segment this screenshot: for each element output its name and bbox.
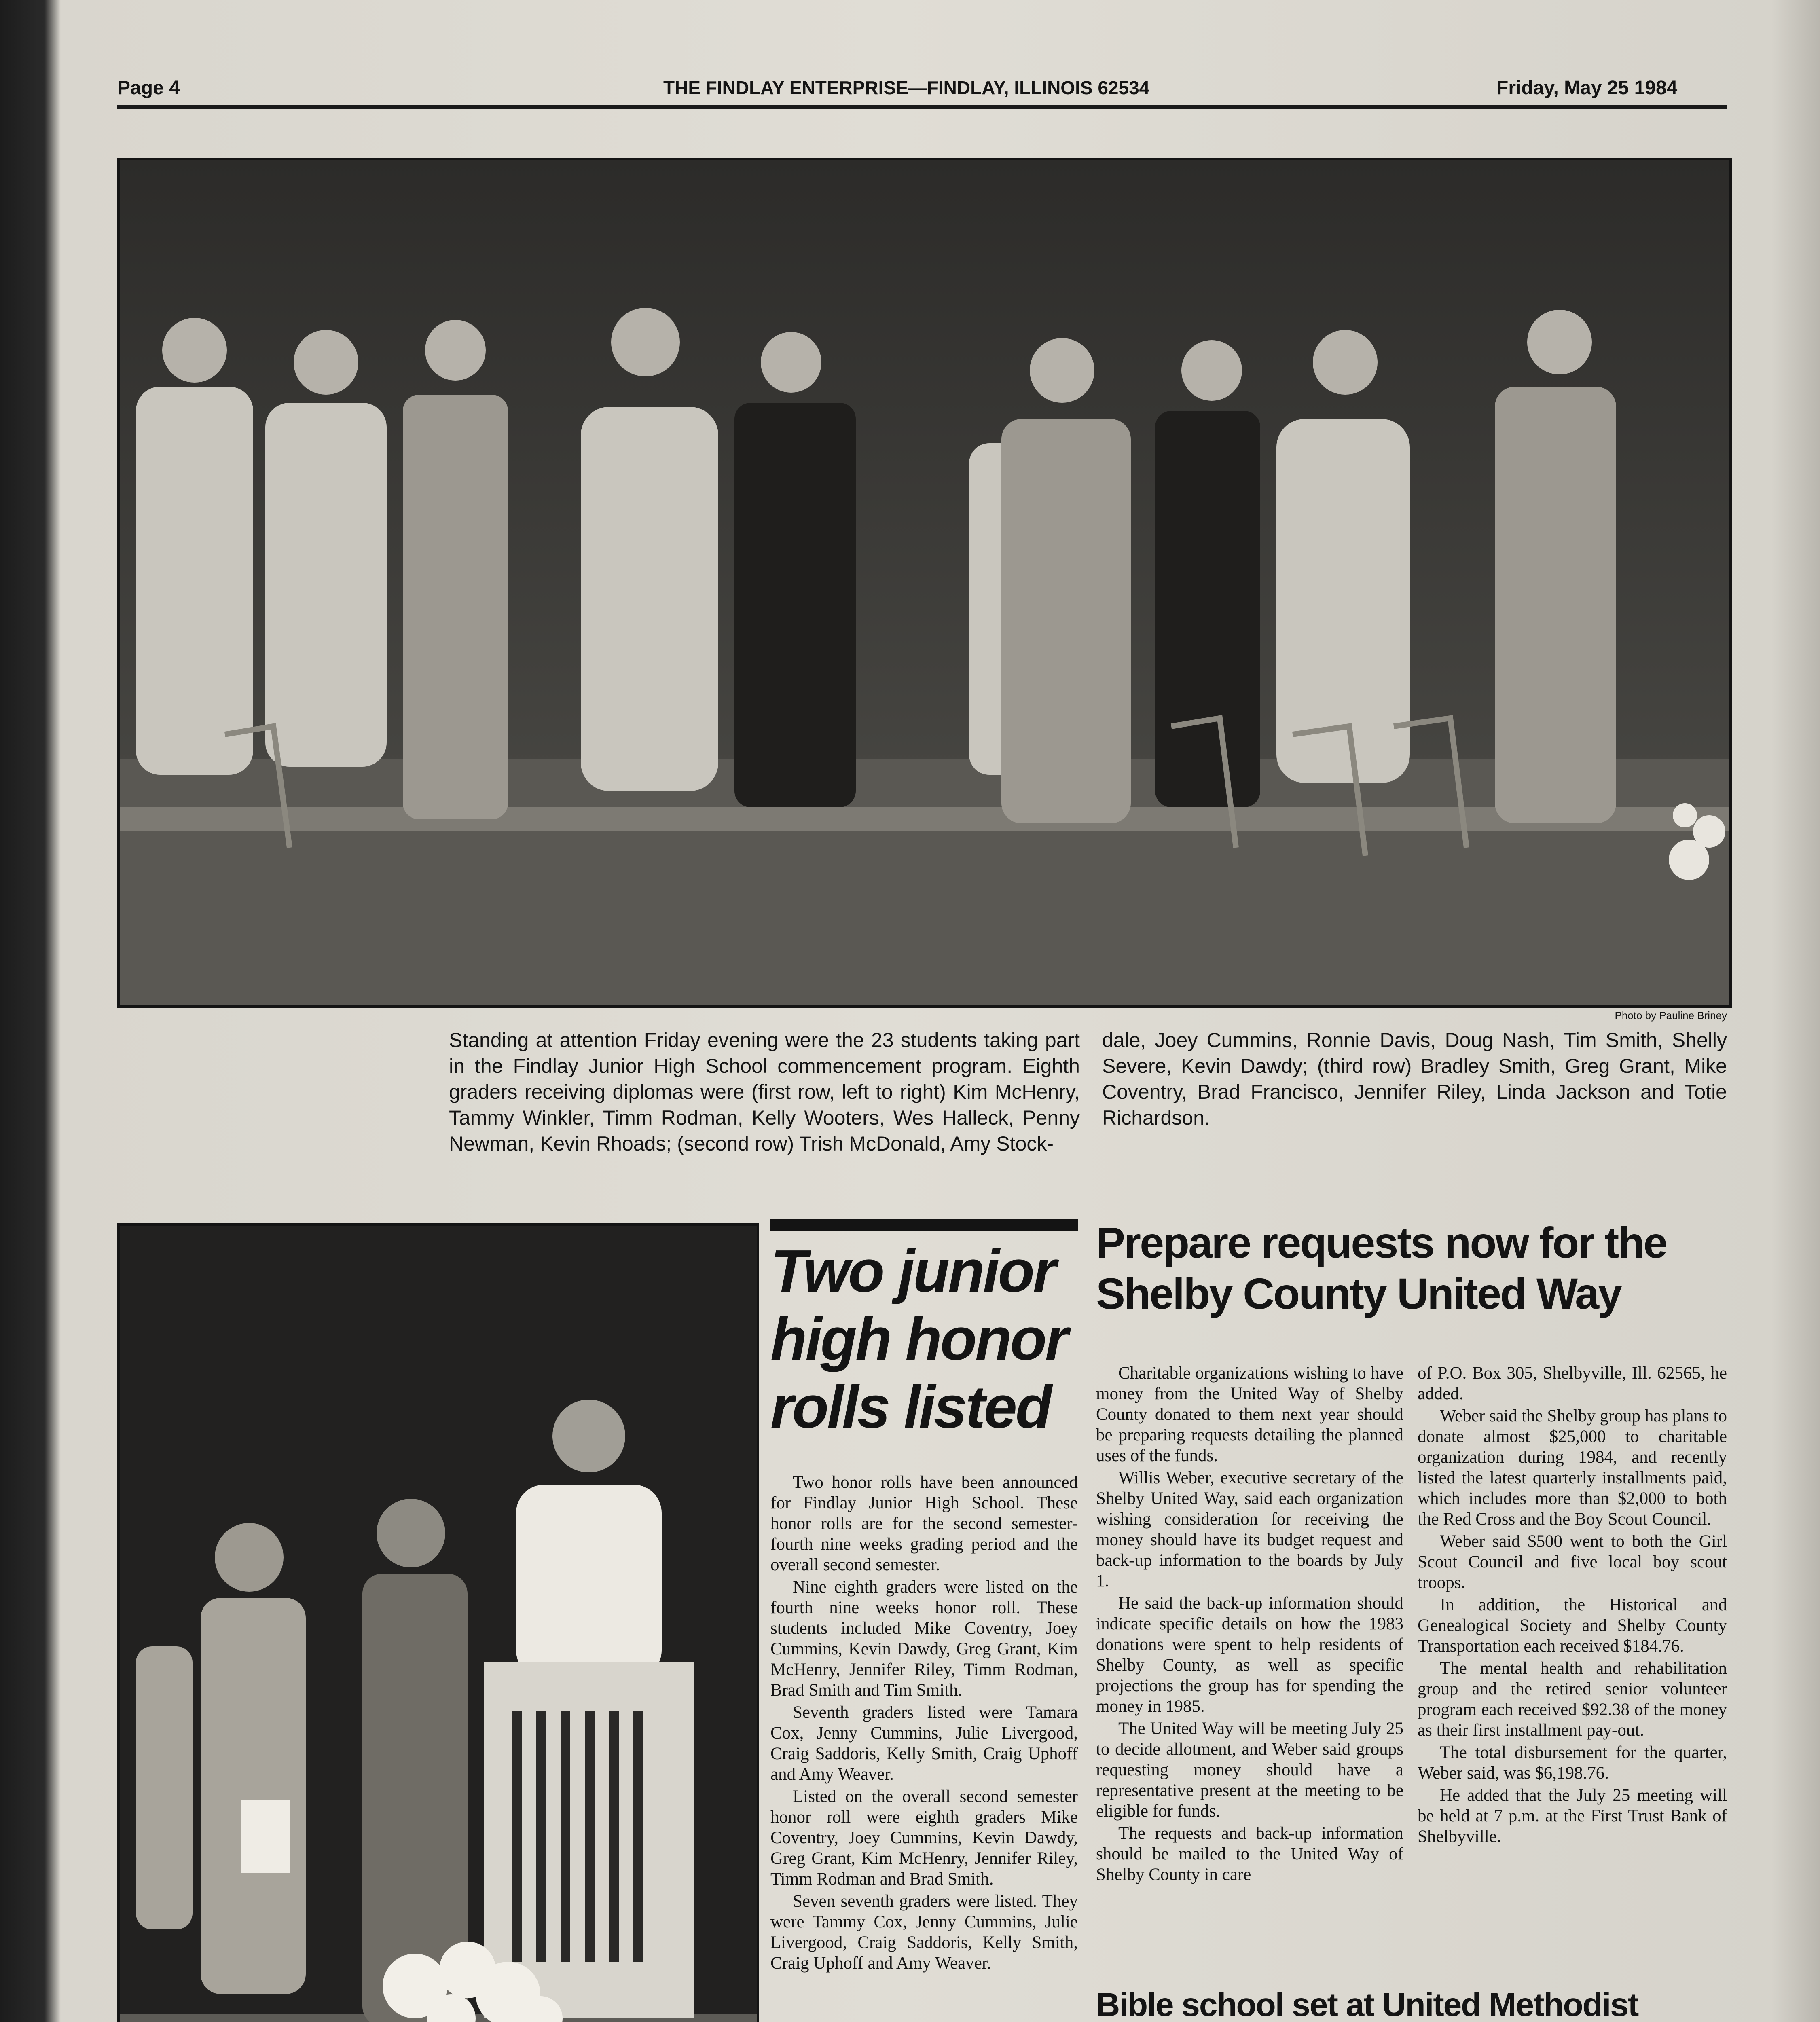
honor-roll-paragraph: Listed on the overall second semester honor roll were eighth graders Mike Coventry, Joey Cummins, Kevin Dawdy, Greg Grant, Kim McHenry, Jennifer Riley, Timm Rodman and Brad Smith. [770, 1787, 1078, 1889]
graduation-photo-illustration [120, 160, 1729, 1005]
united-way-paragraph: In addition, the Historical and Genealogical Society and Shelby County Transportation each received $184.76. [1418, 1595, 1727, 1656]
top-photo-credit: Photo by Pauline Briney [1615, 1009, 1727, 1022]
top-photo-caption-left: Standing at attention Friday evening were the 23 students taking part in the Findlay Junior High School commencement program. Eighth graders receiving diplomas were (first row, left to right) Kim McHenry, Tammy Winkler, Timm Rodman, Kelly Wooters, Wes Halleck, Penny Newman, Kevin Rhoads; (second row) Trish McDonald, Amy Stock- [449, 1029, 1080, 1155]
honor-roll-headline: Two junior high honor rolls listed [770, 1238, 1067, 1440]
united-way-paragraph: Weber said $500 went to both the Girl Scout Council and five local boy scout troops. [1418, 1532, 1727, 1592]
united-way-headline: Prepare requests now for the Shelby County United Way [1096, 1218, 1667, 1318]
diploma-photo-illustration [120, 1226, 757, 2022]
honor-roll-body [770, 1472, 1078, 1975]
united-way-paragraph: He added that the July 25 meeting will be held at 7 p.m. at the First Trust Bank of Shelbyville. [1418, 1786, 1727, 1846]
united-way-paragraph: The United Way will be meeting July 25 to decide allotment, and Weber said groups requesting money should have a representative present at the meeting to be eligible for funds. [1096, 1719, 1403, 1821]
united-way-paragraph: The total disbursement for the quarter, Weber said, was $6,198.76. [1418, 1743, 1727, 1783]
honor-roll-paragraph: Seven seventh graders were listed. They were Tammy Cox, Jenny Cummins, Julie Livergood, Craig Saddoris, Kelly Smith, Craig Uphoff and Amy Weaver. [770, 1892, 1078, 1973]
honor-roll-paragraph: Nine eighth graders were listed on the fourth nine weeks honor roll. These students included Mike Coventry, Joey Cummins, Kevin Dawdy, Greg Grant, Kim McHenry, Jennifer Riley, Timm Rodman, Brad Smith and Tim Smith. [770, 1578, 1078, 1700]
united-way-column-1 [1096, 1363, 1403, 1887]
united-way-paragraph: Weber said the Shelby group has plans to donate almost $25,000 to charitable organization during 1984, and recently listed the latest quarterly installments paid, which includes more than $2,000 to both the Red Cross and the Boy Scout Council. [1418, 1407, 1727, 1529]
paper-name: THE FINDLAY ENTERPRISE—FINDLAY, ILLINOIS 62534 [663, 77, 1150, 98]
graduation-photo [117, 158, 1732, 1008]
united-way-paragraph: He said the back-up information should indicate specific details on how the 1983 donations were spent to help residents of Shelby County, as well as specific projections the group has for spending the money in 1985. [1096, 1594, 1403, 1716]
page-number: Page 4 [117, 77, 180, 99]
top-photo-caption-right: dale, Joey Cummins, Ronnie Davis, Doug Nash, Tim Smith, Shelly Severe, Kevin Dawdy; (third row) Bradley Smith, Greg Grant, Mike Coventry, Brad Francisco, Jennifer Riley, Linda Jackson and Totie Richardson. [1102, 1029, 1727, 1129]
united-way-paragraph: Charitable organizations wishing to have money from the United Way of Shelby County donated to them next year should be preparing requests detailing the planned uses of the funds. [1096, 1364, 1403, 1465]
united-way-paragraph: of P.O. Box 305, Shelbyville, Ill. 62565, he added. [1418, 1364, 1727, 1403]
diploma-photo [117, 1223, 759, 2022]
bible-school-headline: Bible school set at United Methodist [1096, 1986, 1638, 2022]
united-way-paragraph: The requests and back-up information should be mailed to the United Way of Shelby County in care [1096, 1824, 1403, 1884]
header-rule [117, 105, 1727, 109]
honor-roll-paragraph: Seventh graders listed were Tamara Cox, Jenny Cummins, Julie Livergood, Craig Saddoris, Kelly Smith, Craig Uphoff and Amy Weaver. [770, 1703, 1078, 1784]
united-way-paragraph: Willis Weber, executive secretary of the Shelby United Way, said each organization wishing consideration for receiving the money should have its budget request and back-up information to the boards by July 1. [1096, 1468, 1403, 1591]
issue-date: Friday, May 25 1984 [1496, 77, 1678, 99]
honor-roll-paragraph: Two honor rolls have been announced for Findlay Junior High School. These honor rolls are for the second semester-fourth nine weeks grading period and the overall second semester. [770, 1473, 1078, 1574]
honor-roll-top-rule [770, 1219, 1078, 1231]
united-way-paragraph: The mental health and rehabilitation group and the retired senior volunteer program each received $92.38 of the money as their first installment pay-out. [1418, 1659, 1727, 1740]
united-way-column-2 [1418, 1363, 1727, 1849]
